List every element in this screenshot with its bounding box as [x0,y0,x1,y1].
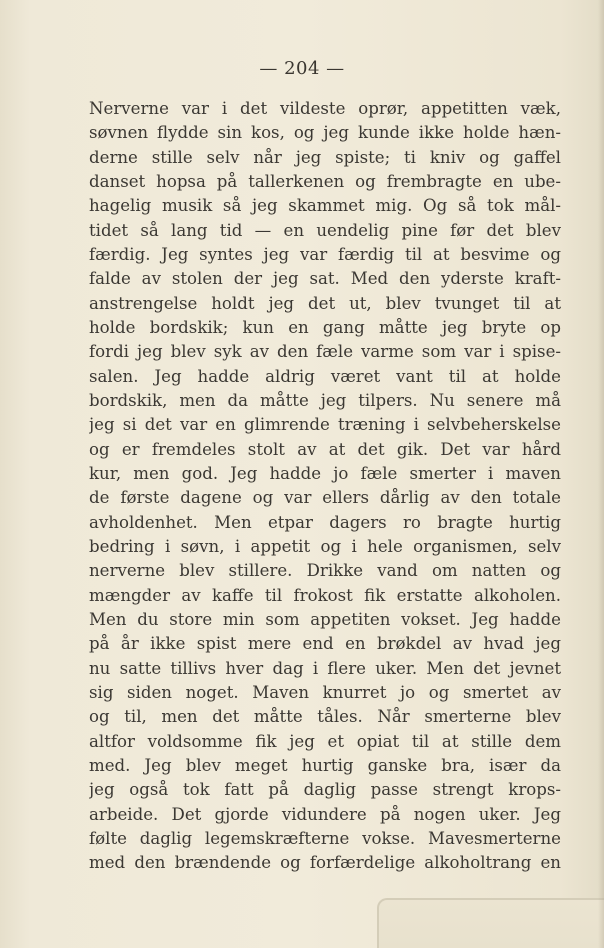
page-number: — 204 — [259,58,345,79]
text-line: færdig. Jeg syntes jeg var færdig til at besvime og [89,244,561,264]
text-line: nerverne blev stillere. Drikke vand om natten og [89,561,561,581]
page-edge-shadow [598,0,604,948]
text-line: med den brændende og forfærdelige alkoholtrang en [89,853,561,873]
text-line: og er fremdeles stolt av at det gik. Det var hård [89,439,561,459]
text-line: søvnen flydde sin kos, og jeg kunde ikke holde hæn- [89,123,561,143]
text-line: sig siden noget. Maven knurret jo og smertet av [89,682,561,702]
text-line: Nerverne var i det vildeste oprør, appetitten væk, [89,99,561,118]
text-line: danset hopsa på tallerkenen og frembragte en ube- [89,171,561,191]
text-line: avholdenhet. Men etpar dagers ro bragte hurtig [89,512,561,532]
text-line: falde av stolen der jeg sat. Med den yderste kraft- [89,269,561,289]
text-line: med. Jeg blev meget hurtig ganske bra, især da [89,755,561,775]
text-line: mængder av kaffe til frokost fik erstatte alkoholen. [89,585,561,605]
text-line: jeg si det var en glimrende træning i selvbeherskelse [89,415,561,435]
text-line: de første dagene og var ellers dårlig av den totale [89,488,561,508]
text-line: hagelig musik så jeg skammet mig. Og så tok mål- [89,196,561,216]
text-line: kur, men god. Jeg hadde jo fæle smerter i maven [89,463,561,483]
text-line: nu satte tillivs hver dag i flere uker. Men det jevnet [89,658,561,678]
text-line: jeg også tok fatt på daglig passe strengt krops- [89,780,561,800]
text-line: holde bordskik; kun en gang måtte jeg bryte op [89,317,561,337]
text-line: fordi jeg blev syk av den fæle varme som var i spise- [89,342,561,362]
text-line: arbeide. Det gjorde vidundere på nogen uker. Jeg [89,804,561,824]
page-corner-sticker [377,898,604,948]
text-line: altfor voldsomme fik jeg et opiat til at stille dem [89,731,561,751]
text-line: Men du store min som appetiten vokset. Jeg hadde [89,609,561,629]
body-text [89,97,561,876]
text-line: på år ikke spist mere end en brøkdel av hvad jeg [89,634,561,654]
text-line: anstrengelse holdt jeg det ut, blev tvunget til at [89,293,561,313]
text-line: salen. Jeg hadde aldrig været vant til at holde [89,366,561,386]
text-line: og til, men det måtte tåles. Når smerterne blev [89,707,561,727]
text-line: tidet så lang tid — en uendelig pine før det blev [89,220,561,240]
text-line: bordskik, men da måtte jeg tilpers. Nu senere må [89,390,561,410]
text-line: derne stille selv når jeg spiste; ti kniv og gaffel [89,147,561,167]
text-line: følte daglig legemskræfterne vokse. Mavesmerterne [89,828,561,848]
text-line: bedring i søvn, i appetit og i hele organismen, selv [89,536,561,556]
